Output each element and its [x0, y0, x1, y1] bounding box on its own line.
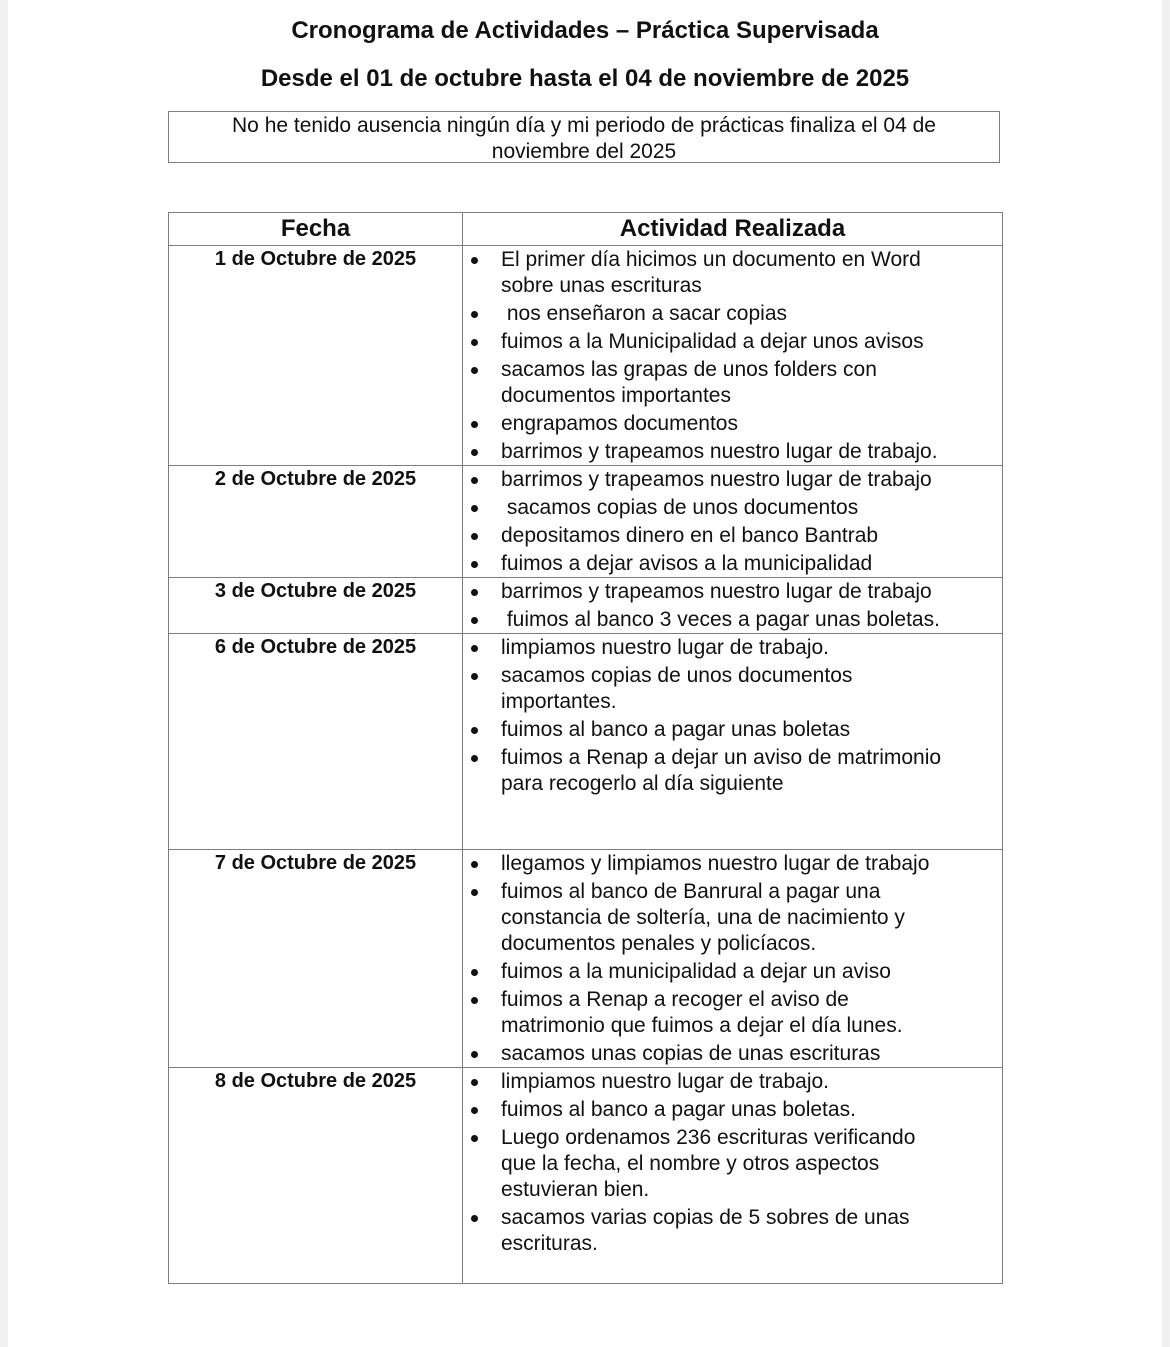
list-item: sacamos unas copias de unas escrituras	[501, 1040, 1002, 1067]
table-row	[169, 578, 1003, 634]
activity-list	[463, 1068, 1002, 1257]
row-activities	[463, 246, 1003, 466]
list-item: El primer día hicimos un documento en Word sobre unas escrituras	[501, 246, 971, 299]
table-row	[169, 850, 1003, 1068]
list-item: fuimos al banco a pagar unas boletas.	[501, 1096, 1002, 1123]
list-item: barrimos y trapeamos nuestro lugar de trabajo	[501, 466, 1002, 493]
list-item: fuimos a dejar avisos a la municipalidad	[501, 550, 1002, 577]
row-activities	[463, 634, 1003, 850]
activity-list	[463, 246, 1002, 465]
list-item: barrimos y trapeamos nuestro lugar de trabajo.	[501, 438, 1002, 465]
attendance-note	[168, 111, 1000, 163]
list-item: fuimos a Renap a dejar un aviso de matrimonio para recogerlo al día siguiente	[501, 744, 986, 797]
list-item: fuimos al banco de Banrural a pagar una constancia de soltería, una de nacimiento y documentos penales y policíacos.	[501, 878, 946, 957]
table-row	[169, 1068, 1003, 1284]
header-actividad: Actividad Realizada	[463, 213, 1003, 246]
list-item: limpiamos nuestro lugar de trabajo.	[501, 634, 1002, 661]
list-item: fuimos a Renap a recoger el aviso de matrimonio que fuimos a dejar el día lunes.	[501, 986, 941, 1039]
header-fecha: Fecha	[169, 213, 463, 246]
list-item: Luego ordenamos 236 escrituras verificando que la fecha, el nombre y otros aspectos estuvieran bien.	[501, 1124, 956, 1203]
activity-list	[463, 850, 1002, 1067]
list-item: llegamos y limpiamos nuestro lugar de trabajo	[501, 850, 1002, 877]
row-date: 1 de Octubre de 2025	[169, 246, 463, 466]
document-subtitle: Desde el 01 de octubre hasta el 04 de noviembre de 2025	[260, 65, 910, 92]
list-item: fuimos al banco a pagar unas boletas	[501, 716, 1002, 743]
list-item: sacamos copias de unos documentos importantes.	[501, 662, 901, 715]
row-activities	[463, 850, 1003, 1068]
list-item: depositamos dinero en el banco Bantrab	[501, 522, 1002, 549]
activity-schedule-table	[168, 212, 1003, 1284]
list-item: limpiamos nuestro lugar de trabajo.	[501, 1068, 1002, 1095]
row-date: 2 de Octubre de 2025	[169, 466, 463, 578]
document-title: Cronograma de Actividades – Práctica Supervisada	[291, 17, 879, 44]
table-row	[169, 634, 1003, 850]
row-activities	[463, 466, 1003, 578]
list-item: fuimos a la Municipalidad a dejar unos avisos	[501, 328, 1002, 355]
attendance-note-text: No he tenido ausencia ningún día y mi periodo de prácticas finaliza el 04 de noviembre del 2025	[232, 114, 936, 163]
row-activities	[463, 1068, 1003, 1284]
activity-list	[463, 466, 1002, 577]
list-item: fuimos al banco 3 veces a pagar unas boletas.	[501, 606, 1002, 633]
table-row	[169, 246, 1003, 466]
row-date: 8 de Octubre de 2025	[169, 1068, 463, 1284]
list-item: fuimos a la municipalidad a dejar un aviso	[501, 958, 1002, 985]
list-item: engrapamos documentos	[501, 410, 1002, 437]
page-edge-left	[0, 0, 8, 1347]
table-row	[169, 466, 1003, 578]
table-header-row	[169, 213, 1003, 246]
list-item: sacamos varias copias de 5 sobres de unas escrituras.	[501, 1204, 956, 1257]
list-item: nos enseñaron a sacar copias	[501, 300, 1002, 327]
list-item: sacamos las grapas de unos folders con documentos importantes	[501, 356, 931, 409]
row-activities	[463, 578, 1003, 634]
activity-list	[463, 634, 1002, 797]
activity-list	[463, 578, 1002, 633]
list-item: sacamos copias de unos documentos	[501, 494, 1002, 521]
list-item: barrimos y trapeamos nuestro lugar de trabajo	[501, 578, 1002, 605]
page-edge-right	[1162, 0, 1170, 1347]
row-date: 3 de Octubre de 2025	[169, 578, 463, 634]
row-date: 7 de Octubre de 2025	[169, 850, 463, 1068]
row-date: 6 de Octubre de 2025	[169, 634, 463, 850]
